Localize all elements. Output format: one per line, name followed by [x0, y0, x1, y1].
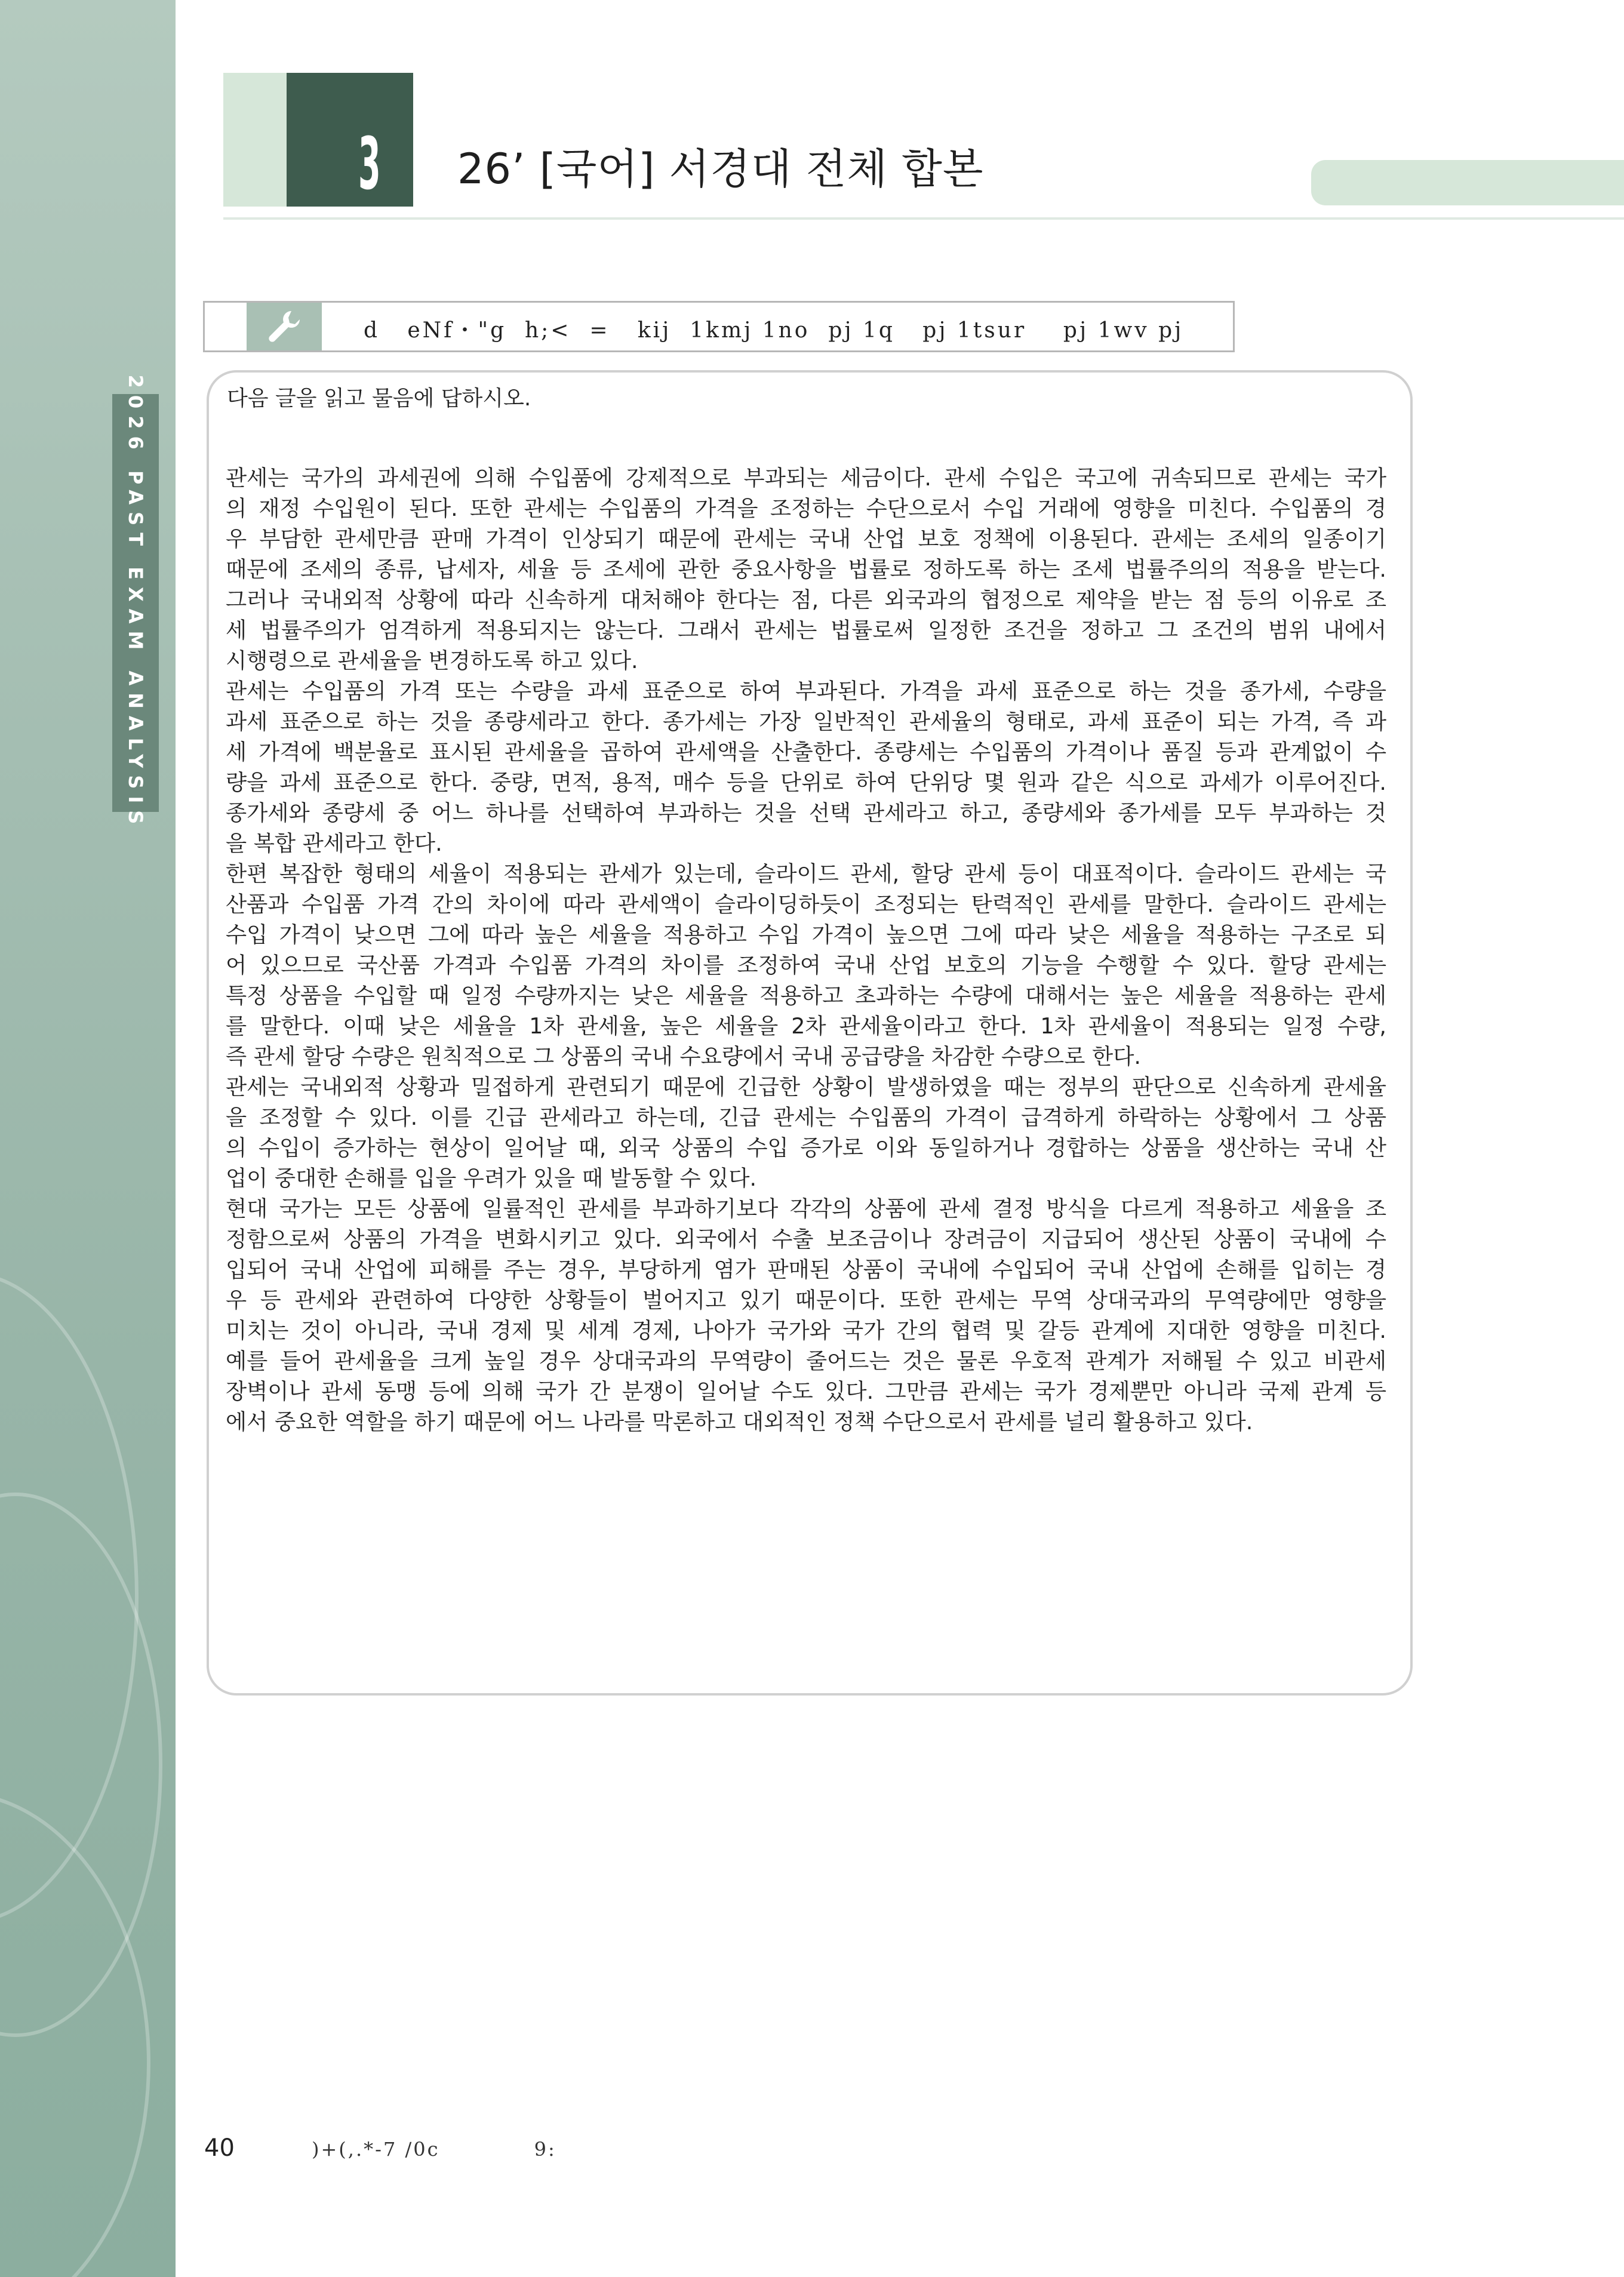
passage-line: 과세 표준으로 하는 것을 종량세라고 한다. 종가세는 가장 일반적인 관세율의 형태로, 과세 표준이 되는 가격, 즉 과 [226, 709, 1386, 734]
passage-line: 산품과 수입품 가격 간의 차이에 따라 관세액이 슬라이딩하듯이 조정되는 탄력적인 관세를 말한다. 슬라이드 관세는 [226, 891, 1386, 917]
passage-line: 종가세와 종량세 중 어느 하나를 선택하여 부과하는 것을 선택 관세라고 하고, 종량세와 종가세를 모두 부과하는 것 [226, 800, 1386, 826]
passage-line: 를 말한다. 이때 낮은 세율을 1차 관세율, 높은 세율을 2차 관세율이라고 한다. 1차 관세율이 적용되는 일정 수량, [226, 1013, 1386, 1039]
passage-line: 우 부담한 관세만큼 판매 가격이 인상되기 때문에 관세는 국내 산업 보호 정책에 이용된다. 관세는 조세의 일종이기 [226, 526, 1386, 552]
passage-text [226, 463, 1386, 1437]
passage-line: 장벽이나 관세 동맹 등에 의해 국가 간 분쟁이 일어날 수도 있다. 그만큼 관세는 국가 경제뿐만 아니라 국제 관계 등 [226, 1378, 1386, 1404]
passage-line: 을 조정할 수 있다. 이를 긴급 관세라고 하는데, 긴급 관세는 수입품의 가격이 급격하게 하락하는 상황에서 그 상품 [226, 1104, 1386, 1130]
passage-line: 어 있으므로 국산품 가격과 수입품 가격의 차이를 조정하여 국내 산업 보호의 기능을 수행할 수 있다. 할당 관세는 [226, 952, 1386, 978]
passage-line: 시행령으로 관세율을 변경하도록 하고 있다. [226, 648, 638, 673]
chapter-number: 3 [358, 123, 381, 206]
passage-line: 한편 복잡한 형태의 세율이 적용되는 관세가 있는데, 슬라이드 관세, 할당 관세 등이 대표적이다. 슬라이드 관세는 국 [226, 861, 1386, 887]
passage-line: 을 복합 관세라고 한다. [226, 830, 442, 856]
passage-line: 그러나 국내외적 상황에 따라 신속하게 대처해야 한다는 점, 다른 외국과의 협정으로 제약을 받는 점 등의 이유로 조 [226, 587, 1386, 613]
header-accent-light [223, 73, 287, 207]
info-bar-text: d eNf・"g h;< = kij 1kmj 1no pj 1q pj 1tsur pj 1wv pj [364, 318, 1184, 343]
passage-line: 관세는 수입품의 가격 또는 수량을 과세 표준으로 하여 부과된다. 가격을 과세 표준으로 하는 것을 종가세, 수량을 [226, 678, 1386, 704]
header-decorative-pill [1311, 160, 1624, 205]
passage-line: 수입 가격이 낮으면 그에 따라 높은 세율을 적용하고 수입 가격이 높으면 그에 따라 낮은 세율을 적용하는 구조로 되 [226, 922, 1386, 947]
left-sidebar [0, 0, 176, 2277]
passage-line: 정함으로써 상품의 가격을 변화시키고 있다. 외국에서 수출 보조금이나 장려금이 지급되어 생산된 상품이 국내에 수 [226, 1226, 1386, 1252]
passage-line: 세 법률주의가 엄격하게 적용되지는 않는다. 그래서 관세는 법률로써 일정한 조건을 정하고 그 조건의 범위 내에서 [226, 617, 1386, 643]
passage-line: 업이 중대한 손해를 입을 우려가 있을 때 발동할 수 있다. [226, 1165, 757, 1191]
passage-line: 현대 국가는 모든 상품에 일률적인 관세를 부과하기보다 각각의 상품에 관세 결정 방식을 다르게 적용하고 세율을 조 [226, 1196, 1386, 1221]
passage-line: 량을 과세 표준으로 한다. 중량, 면적, 용적, 매수 등을 단위로 하여 단위당 몇 원과 같은 식으로 과세가 이루어진다. [226, 770, 1386, 795]
header-accent-dark [287, 73, 413, 207]
page-title: 26’ [국어] 서경대 전체 합본 [457, 144, 984, 193]
passage-line: 예를 들어 관세율을 크게 높일 경우 상대국과의 무역량이 줄어드는 것은 물론 우호적 관계가 저해될 수 있고 비관세 [226, 1348, 1386, 1374]
passage-line: 특정 상품을 수입할 때 일정 수량까지는 낮은 세율을 적용하고 초과하는 수량에 대해서는 높은 세율을 적용하는 관세 [226, 983, 1386, 1008]
passage-line: 즉 관세 할당 수량은 원칙적으로 그 상품의 국내 수요량에서 국내 공급량을 차감한 수량으로 한다. [226, 1044, 1141, 1069]
sidebar-label-text: 2026 PAST EXAM ANALYSIS [124, 374, 147, 832]
passage-line: 우 등 관세와 관련하여 다양한 상황들이 벌어지고 있기 때문이다. 또한 관세는 무역 상대국과의 무역량에만 영향을 [226, 1287, 1386, 1313]
passage-line: 입되어 국내 산업에 피해를 주는 경우, 부당하게 염가 판매된 상품이 국내에 수입되어 국내 산업에 손해를 입히는 경 [226, 1257, 1386, 1282]
page-number: 40 [204, 2134, 235, 2162]
passage-line: 에서 중요한 역할을 하기 때문에 어느 나라를 막론하고 대외적인 정책 수단으로서 관세를 널리 활용하고 있다. [226, 1409, 1253, 1435]
footer-text: )+(,.*-7 /0c 9: [312, 2138, 556, 2161]
passage-line: 의 재정 수입원이 된다. 또한 관세는 수입품의 가격을 조정하는 수단으로서 수입 거래에 영향을 미친다. 수입품의 경 [226, 496, 1386, 521]
passage-line: 때문에 조세의 종류, 납세자, 세율 등 조세에 관한 중요사항을 법률로 정하도록 하는 조세 법률주의의 적용을 받는다. [226, 556, 1386, 582]
passage-line: 관세는 국내외적 상황과 밀접하게 관련되기 때문에 긴급한 상황이 발생하였을 때는 정부의 판단으로 신속하게 관세율 [226, 1074, 1387, 1100]
question-info-bar [203, 301, 1235, 352]
header-divider [223, 217, 1624, 220]
wrench-icon [247, 303, 322, 350]
passage-line: 의 수입이 증가하는 현상이 일어날 때, 외국 상품의 수입 증가로 이와 동일하거나 경합하는 상품을 생산하는 국내 산 [226, 1135, 1386, 1161]
sidebar-vertical-label [112, 374, 159, 832]
passage-line: 세 가격에 백분율로 표시된 관세율을 곱하여 관세액을 산출한다. 종량세는 수입품의 가격이나 품질 등과 관계없이 수 [226, 739, 1386, 765]
passage-line: 관세는 국가의 과세권에 의해 수입품에 강제적으로 부과되는 세금이다. 관세 수입은 국고에 귀속되므로 관세는 국가 [226, 465, 1386, 491]
question-instruction: 다음 글을 읽고 물음에 답하시오. [227, 386, 531, 411]
passage-line: 미치는 것이 아니라, 국내 경제 및 세계 경제, 나아가 국가와 국가 간의 협력 및 갈등 관계에 지대한 영향을 미친다. [226, 1318, 1386, 1343]
